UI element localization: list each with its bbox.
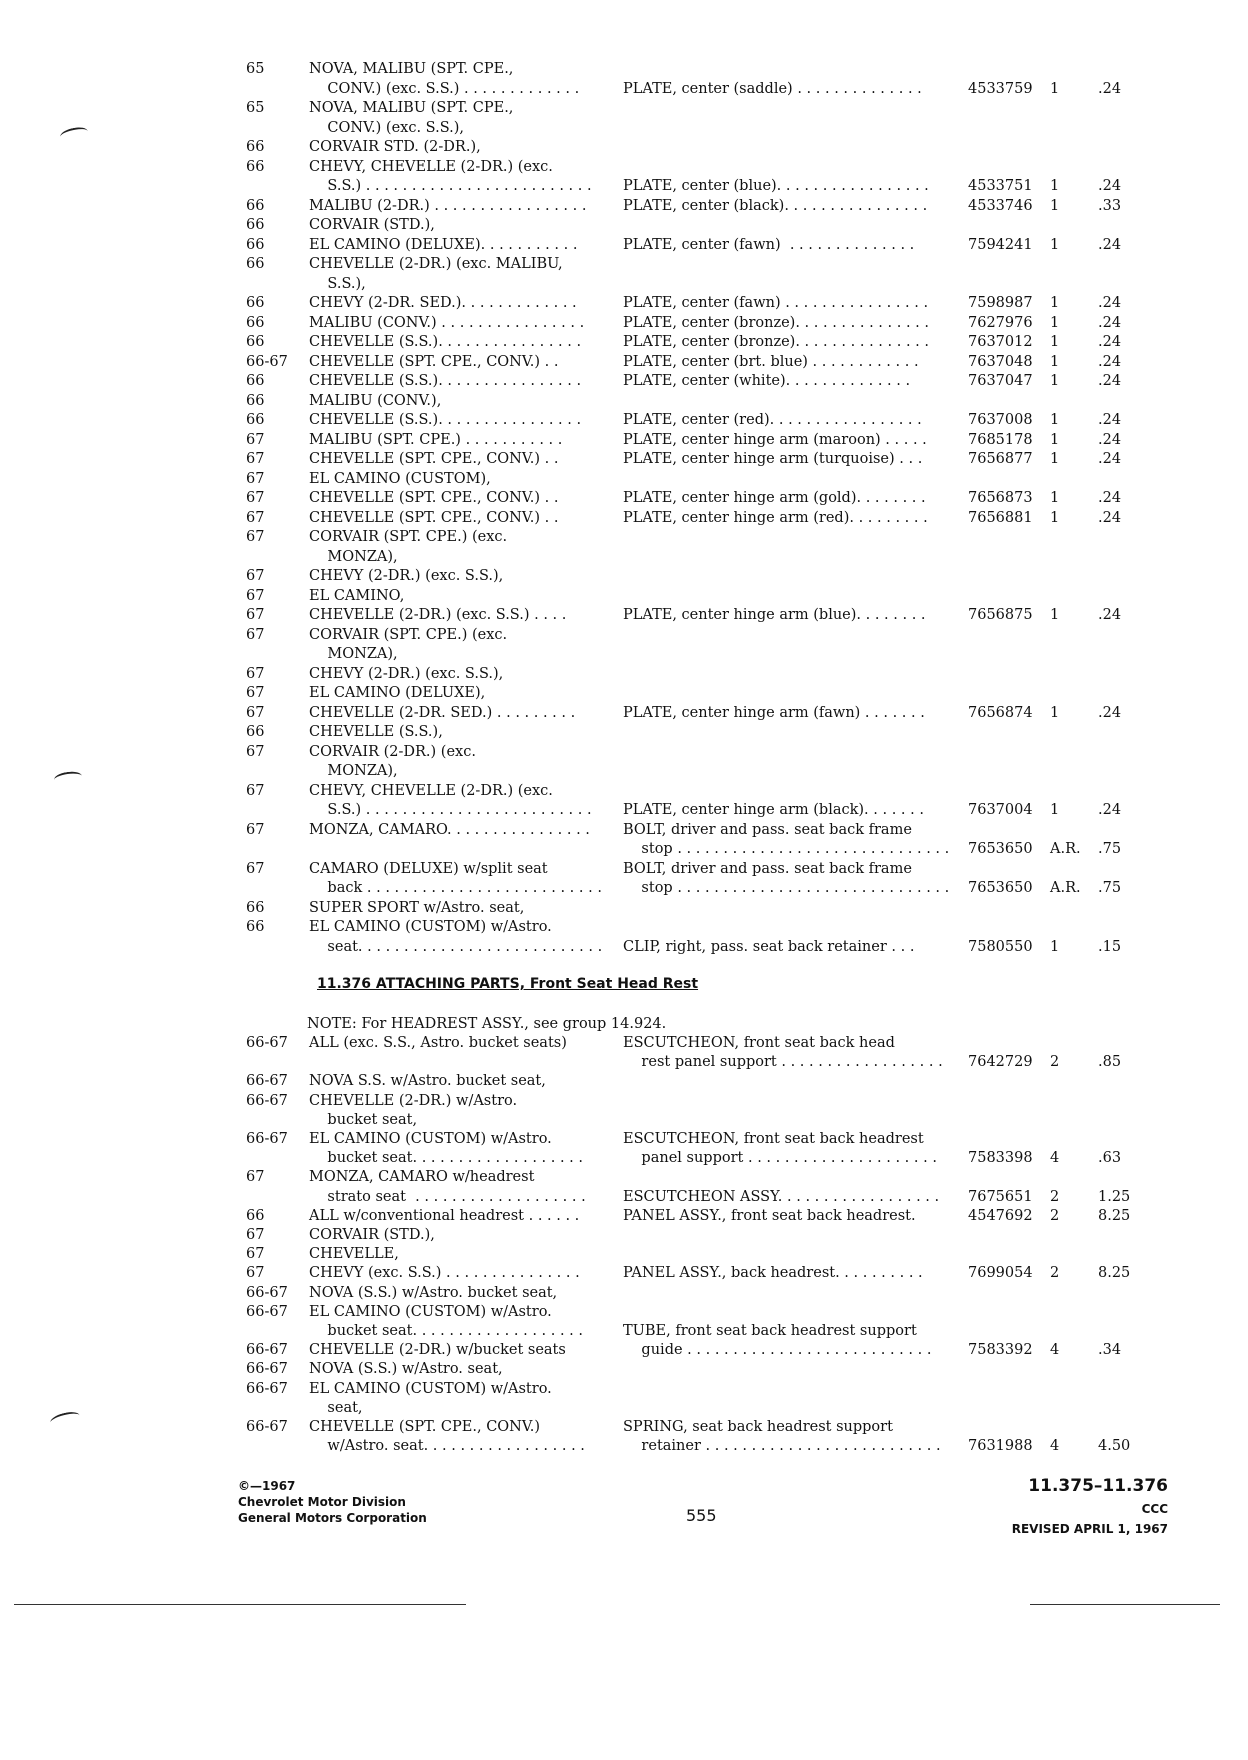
year-cell: 66 [246,899,265,916]
application-cell: CHEVELLE (2-DR.) w/Astro. [309,1092,518,1109]
year-cell: 65 [246,100,265,116]
application-cell: NOVA (S.S.) w/Astro. bucket seat, [309,1284,558,1301]
application-cell: bucket seat. . . . . . . . . . . . . . . . . . . [309,1150,584,1167]
application-cell: MALIBU (SPT. CPE.) . . . . . . . . . . . [309,431,563,448]
part-number-cell: 7637048 [968,353,1033,370]
year-cell: 65 [246,61,265,77]
quantity-cell: 4 [1050,1438,1060,1455]
application-cell: NOVA, MALIBU (SPT. CPE., [309,100,514,116]
year-cell: 66-67 [246,1073,288,1090]
quantity-cell: 2 [1050,1265,1060,1282]
application-cell: MONZA), [309,646,398,662]
year-cell: 67 [246,490,265,506]
application-cell: CONV.) (exc. S.S.) . . . . . . . . . . . . . [309,80,580,97]
application-cell: CHEVELLE (S.S.). . . . . . . . . . . . . . . . [309,412,582,428]
quantity-cell: 1 [1050,802,1060,818]
part-description-cell: BOLT, driver and pass. seat back frame [623,860,912,877]
part-description-cell: PANEL ASSY., back headrest. . . . . . . . . . [623,1265,923,1282]
part-description-cell: PLATE, center (bronze). . . . . . . . . . . . . . . [623,314,930,331]
application-cell: MONZA, CAMARO w/headrest [309,1169,535,1186]
application-cell: CORVAIR (STD.), [309,217,435,233]
year-cell: 67 [246,782,265,799]
year-cell: 66-67 [246,1361,288,1378]
part-number-cell: 4533746 [968,197,1033,214]
year-cell: 67 [246,704,265,721]
part-number-cell: 7637047 [968,373,1033,389]
section-title: 11.376 ATTACHING PARTS, Front Seat Head Rest [317,976,699,992]
application-cell: EL CAMINO (CUSTOM) w/Astro. [309,1303,552,1320]
year-cell: 67 [246,743,265,760]
section-note: NOTE: For HEADREST ASSY., see group 14.924. [307,1016,667,1032]
year-cell: 66 [246,314,265,331]
application-cell: CHEVELLE (SPT. CPE., CONV.) . . [309,451,559,467]
part-number-cell: 7675651 [968,1188,1033,1205]
part-description-cell: SPRING, seat back headrest support [623,1419,893,1435]
application-cell: CHEVELLE (SPT. CPE., CONV.) . . [309,509,559,526]
application-cell: ALL w/conventional headrest . . . . . . [309,1207,580,1224]
part-description-cell: PLATE, center (blue). . . . . . . . . . . . . . . . . [623,178,929,194]
year-cell: 66-67 [246,353,288,370]
part-description-cell: PLATE, center (black). . . . . . . . . . . . . . . . [623,197,928,214]
application-cell: CHEVELLE (SPT. CPE., CONV.) [309,1419,541,1435]
price-cell: .24 [1098,353,1122,370]
price-cell: .63 [1098,1150,1122,1167]
part-number-cell: 4533759 [968,80,1033,97]
year-cell: 66-67 [246,1303,288,1320]
price-cell: .24 [1098,451,1122,467]
part-description-cell: BOLT, driver and pass. seat back frame [623,821,912,838]
application-cell: seat. . . . . . . . . . . . . . . . . . . . . . . . . . . [309,938,603,955]
price-cell: .15 [1098,938,1122,955]
year-cell: 67 [246,470,265,487]
punch-mark [49,1410,81,1429]
application-cell: MONZA, CAMARO. . . . . . . . . . . . . . . . [309,821,590,838]
application-cell: seat, [309,1399,363,1416]
application-cell: EL CAMINO (DELUXE), [309,685,486,701]
quantity-cell: 4 [1050,1342,1060,1359]
application-cell: CORVAIR STD. (2-DR.), [309,139,481,155]
part-number-cell: 7637012 [968,334,1033,350]
application-cell: MONZA), [309,763,398,779]
part-number-cell: 7642729 [968,1054,1033,1071]
year-cell: 66 [246,197,265,214]
application-cell: back . . . . . . . . . . . . . . . . . . . . . . . . . . [309,880,602,896]
quantity-cell: A.R. [1050,880,1081,896]
part-description-cell: rest panel support . . . . . . . . . . . . . . . . . . [623,1054,943,1071]
year-cell: 66 [246,295,265,311]
year-cell: 67 [246,568,265,584]
year-cell: 67 [246,529,265,545]
quantity-cell: 1 [1050,353,1060,370]
part-number-cell: 4533751 [968,178,1033,194]
part-description-cell: PLATE, center (saddle) . . . . . . . . . . . . . . [623,80,922,97]
application-cell: NOVA S.S. w/Astro. bucket seat, [309,1073,546,1090]
year-cell: 67 [246,685,265,701]
application-cell: S.S.) . . . . . . . . . . . . . . . . . . . . . . . . . [309,802,592,818]
price-cell: .24 [1098,334,1122,350]
application-cell: CHEVY (exc. S.S.) . . . . . . . . . . . . . . . [309,1265,580,1282]
part-number-cell: 7637004 [968,802,1033,818]
quantity-cell: 1 [1050,314,1060,331]
part-number-cell: 7656875 [968,607,1033,623]
application-cell: CHEVY (2-DR. SED.). . . . . . . . . . . . . [309,295,577,311]
application-cell: MALIBU (CONV.) . . . . . . . . . . . . . . . . [309,314,585,331]
year-cell: 67 [246,860,265,877]
part-description-cell: guide . . . . . . . . . . . . . . . . . . . . . . . . . . . [623,1342,932,1359]
year-cell: 67 [246,607,265,623]
application-cell: CHEVELLE (S.S.). . . . . . . . . . . . . . . . [309,334,582,350]
application-cell: MALIBU (2-DR.) . . . . . . . . . . . . . . . . . [309,197,587,214]
year-cell: 66 [246,1207,265,1224]
part-description-cell: retainer . . . . . . . . . . . . . . . . . . . . . . . . . . [623,1438,941,1455]
year-cell: 67 [246,587,265,604]
price-cell: .24 [1098,314,1122,331]
division-name: Chevrolet Motor Division [238,1495,406,1509]
part-description-cell: PLATE, center hinge arm (blue). . . . . . . . [623,607,926,623]
year-cell: 67 [246,626,265,643]
part-number-cell: 7653650 [968,841,1033,857]
application-cell: CORVAIR (SPT. CPE.) (exc. [309,529,508,545]
application-cell: CORVAIR (2-DR.) (exc. [309,743,476,760]
application-cell: CHEVELLE, [309,1246,399,1263]
quantity-cell: 1 [1050,197,1060,214]
price-cell: 8.25 [1098,1207,1131,1224]
catalog-code: CCC [1141,1502,1168,1516]
part-description-cell: ESCUTCHEON ASSY. . . . . . . . . . . . . . . . . . [623,1188,940,1205]
part-description-cell: PLATE, center (brt. blue) . . . . . . . . . . . . [623,353,919,370]
price-cell: 8.25 [1098,1265,1131,1282]
quantity-cell: 1 [1050,607,1060,623]
price-cell: .24 [1098,80,1122,97]
part-number-cell: 4547692 [968,1207,1033,1224]
price-cell: .24 [1098,490,1122,506]
page-number: 555 [686,1506,717,1525]
application-cell: CHEVELLE (SPT. CPE., CONV.) . . [309,490,559,506]
revision-date: REVISED APRIL 1, 1967 [1011,1522,1168,1536]
quantity-cell: 1 [1050,334,1060,350]
copyright: ©—1967 [238,1479,296,1493]
part-number-cell: 7656881 [968,509,1033,526]
year-cell: 66 [246,724,265,740]
part-description-cell: PLATE, center hinge arm (fawn) . . . . . . . [623,704,925,721]
part-description-cell: stop . . . . . . . . . . . . . . . . . . . . . . . . . . . . . . [623,841,950,857]
price-cell: .24 [1098,431,1122,448]
part-number-cell: 7656877 [968,451,1033,467]
year-cell: 66 [246,392,265,409]
year-cell: 66-67 [246,1380,288,1397]
year-cell: 67 [246,1246,265,1263]
application-cell: strato seat . . . . . . . . . . . . . . . . . . . [309,1188,586,1205]
year-cell: 66 [246,373,265,389]
quantity-cell: 1 [1050,178,1060,194]
application-cell: CORVAIR (SPT. CPE.) (exc. [309,626,508,643]
publisher-block [238,1478,427,1526]
application-cell: CHEVELLE (2-DR.) (exc. MALIBU, [309,256,563,272]
year-cell: 66 [246,236,265,253]
year-cell: 66-67 [246,1035,288,1051]
application-cell: EL CAMINO (CUSTOM), [309,470,491,487]
part-description-cell: PLATE, center hinge arm (black). . . . . . . [623,802,924,818]
price-cell: .24 [1098,412,1122,428]
application-cell: CHEVELLE (S.S.), [309,724,443,740]
year-cell: 66-67 [246,1419,288,1435]
quantity-cell: 1 [1050,704,1060,721]
punch-mark [53,770,82,786]
application-cell: CHEVY (2-DR.) (exc. S.S.), [309,665,504,682]
section-range: 11.375–11.376 [1028,1476,1168,1496]
year-cell: 67 [246,431,265,448]
quantity-cell: 1 [1050,938,1060,955]
part-description-cell: ESCUTCHEON, front seat back headrest [623,1131,924,1147]
application-cell: NOVA, MALIBU (SPT. CPE., [309,61,514,77]
part-number-cell: 7580550 [968,938,1033,955]
application-cell: EL CAMINO (DELUXE). . . . . . . . . . . [309,236,578,253]
corporation-name: General Motors Corporation [238,1511,427,1525]
application-cell: CHEVY, CHEVELLE (2-DR.) (exc. [309,782,553,799]
application-cell: CHEVY (2-DR.) (exc. S.S.), [309,568,504,584]
part-number-cell: 7653650 [968,880,1033,896]
part-number-cell: 7656873 [968,490,1033,506]
year-cell: 66-67 [246,1284,288,1301]
bottom-rule [14,1604,466,1605]
section-block [1012,1476,1168,1536]
year-cell: 66 [246,139,265,155]
application-cell: CHEVELLE (SPT. CPE., CONV.) . . [309,353,559,370]
part-description-cell: PLATE, center hinge arm (maroon) . . . . . [623,431,927,448]
price-cell: .33 [1098,197,1122,214]
price-cell: .24 [1098,607,1122,623]
quantity-cell: 1 [1050,451,1060,467]
year-cell: 66 [246,412,265,428]
price-cell: 4.50 [1098,1438,1131,1455]
part-description-cell: PLATE, center hinge arm (turquoise) . . . [623,451,923,467]
application-cell: ALL (exc. S.S., Astro. bucket seats) [309,1035,567,1051]
year-cell: 67 [246,509,265,526]
year-cell: 66-67 [246,1342,288,1359]
bottom-rule [1030,1604,1220,1605]
year-cell: 66 [246,256,265,272]
year-cell: 67 [246,821,265,838]
part-description-cell: PANEL ASSY., front seat back headrest. [623,1207,916,1224]
part-description-cell: PLATE, center (fawn) . . . . . . . . . . . . . . [623,236,915,253]
year-cell: 67 [246,1265,265,1282]
quantity-cell: 1 [1050,509,1060,526]
quantity-cell: 1 [1050,295,1060,311]
part-description-cell: stop . . . . . . . . . . . . . . . . . . . . . . . . . . . . . . [623,880,950,896]
application-cell: CORVAIR (STD.), [309,1227,435,1243]
price-cell: .24 [1098,373,1122,389]
part-description-cell: panel support . . . . . . . . . . . . . . . . . . . . . [623,1150,937,1167]
quantity-cell: 1 [1050,412,1060,428]
part-number-cell: 7656874 [968,704,1033,721]
quantity-cell: 1 [1050,236,1060,253]
quantity-cell: 1 [1050,490,1060,506]
part-number-cell: 7594241 [968,236,1033,253]
application-cell: NOVA (S.S.) w/Astro. seat, [309,1361,503,1378]
part-number-cell: 7685178 [968,431,1033,448]
application-cell: S.S.) . . . . . . . . . . . . . . . . . . . . . . . . . [309,178,592,194]
part-number-cell: 7598987 [968,295,1033,311]
year-cell: 67 [246,1169,265,1186]
part-description-cell: PLATE, center (fawn) . . . . . . . . . . . . . . . . [623,295,929,311]
price-cell: .24 [1098,178,1122,194]
part-number-cell: 7583398 [968,1150,1033,1167]
application-cell: S.S.), [309,275,366,292]
price-cell: .24 [1098,704,1122,721]
year-cell: 67 [246,451,265,467]
application-cell: w/Astro. seat. . . . . . . . . . . . . . . . . . [309,1438,585,1455]
price-cell: .24 [1098,236,1122,253]
application-cell: EL CAMINO (CUSTOM) w/Astro. [309,1380,552,1397]
price-cell: .85 [1098,1054,1122,1071]
year-cell: 67 [246,665,265,682]
application-cell: EL CAMINO (CUSTOM) w/Astro. [309,1131,552,1147]
part-description-cell: PLATE, center hinge arm (gold). . . . . . . . [623,490,926,506]
year-cell: 66 [246,334,265,350]
application-cell: CHEVELLE (2-DR.) (exc. S.S.) . . . . [309,607,567,623]
quantity-cell: A.R. [1050,841,1081,857]
price-cell: .34 [1098,1342,1122,1359]
price-cell: .24 [1098,802,1122,818]
part-number-cell: 7699054 [968,1265,1033,1282]
part-number-cell: 7627976 [968,314,1033,331]
application-cell: EL CAMINO, [309,587,405,604]
application-cell: CHEVELLE (2-DR. SED.) . . . . . . . . . [309,704,576,721]
application-cell: CAMARO (DELUXE) w/split seat [309,860,548,877]
application-cell: EL CAMINO (CUSTOM) w/Astro. [309,919,552,935]
price-cell: .75 [1098,841,1122,857]
year-cell: 67 [246,1227,265,1243]
part-description-cell: TUBE, front seat back headrest support [623,1323,917,1339]
year-cell: 66-67 [246,1131,288,1147]
quantity-cell: 4 [1050,1150,1060,1167]
quantity-cell: 2 [1050,1054,1060,1071]
year-cell: 66 [246,919,265,935]
quantity-cell: 2 [1050,1207,1060,1224]
part-number-cell: 7583392 [968,1342,1033,1359]
part-number-cell: 7637008 [968,412,1033,428]
year-cell: 66 [246,217,265,233]
quantity-cell: 2 [1050,1188,1060,1205]
application-cell: SUPER SPORT w/Astro. seat, [309,899,525,916]
price-cell: .24 [1098,295,1122,311]
application-cell: CHEVY, CHEVELLE (2-DR.) (exc. [309,158,553,175]
price-cell: 1.25 [1098,1188,1131,1205]
price-cell: .75 [1098,880,1122,896]
year-cell: 66-67 [246,1092,288,1109]
part-description-cell: PLATE, center hinge arm (red). . . . . . . . . [623,509,928,526]
part-description-cell: PLATE, center (red). . . . . . . . . . . . . . . . . [623,412,922,428]
year-cell: 66 [246,158,265,175]
quantity-cell: 1 [1050,431,1060,448]
price-cell: .24 [1098,509,1122,526]
part-description-cell: PLATE, center (bronze). . . . . . . . . . . . . . . [623,334,930,350]
part-description-cell: CLIP, right, pass. seat back retainer . . . [623,938,915,955]
application-cell: CONV.) (exc. S.S.), [309,119,464,136]
part-description-cell: PLATE, center (white). . . . . . . . . . . . . . [623,373,911,389]
application-cell: MALIBU (CONV.), [309,392,442,409]
application-cell: MONZA), [309,548,398,565]
quantity-cell: 1 [1050,373,1060,389]
application-cell: CHEVELLE (S.S.). . . . . . . . . . . . . . . . [309,373,582,389]
application-cell: bucket seat, [309,1111,418,1128]
application-cell: CHEVELLE (2-DR.) w/bucket seats [309,1342,566,1359]
part-number-cell: 7631988 [968,1438,1033,1455]
application-cell: bucket seat. . . . . . . . . . . . . . . . . . . [309,1323,584,1339]
part-description-cell: ESCUTCHEON, front seat back head [623,1035,895,1051]
quantity-cell: 1 [1050,80,1060,97]
punch-mark [59,125,89,143]
